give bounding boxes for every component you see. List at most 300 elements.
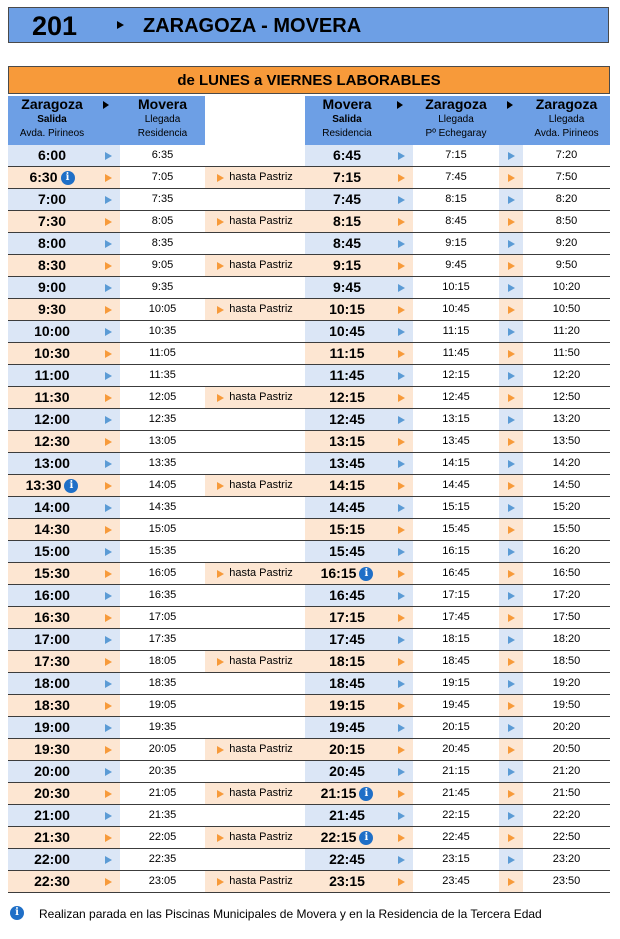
pastriz-note — [205, 541, 305, 562]
arrow-right-icon — [105, 152, 112, 160]
arrow-cell — [96, 871, 120, 892]
zaragoza-departure — [8, 585, 96, 606]
echegaray-arrival: 17:15 — [413, 585, 499, 606]
movera-arrival: 14:05 — [120, 475, 205, 496]
time-value: 16:00 — [34, 587, 70, 603]
pirineos-arrival: 7:50 — [523, 167, 610, 188]
movera-arrival: 16:05 — [120, 563, 205, 584]
movera-departure — [305, 805, 389, 826]
arrow-right-icon — [105, 812, 112, 820]
arrow-cell — [96, 409, 120, 430]
arrow-right-icon — [397, 101, 403, 109]
arrow-cell — [389, 475, 413, 496]
pastriz-note — [205, 211, 305, 232]
time-value: 20:15 — [329, 741, 365, 757]
zaragoza-departure — [8, 695, 96, 716]
arrow-cell — [499, 519, 523, 540]
arrow-cell — [499, 387, 523, 408]
arrow-cell — [499, 827, 523, 848]
movera-departure — [305, 607, 389, 628]
arrow-cell — [389, 607, 413, 628]
echegaray-arrival: 8:45 — [413, 211, 499, 232]
arrow-cell — [389, 145, 413, 166]
pastriz-note — [205, 475, 305, 496]
arrow-cell — [499, 783, 523, 804]
arrow-right-icon — [508, 196, 515, 204]
table-row — [8, 497, 610, 519]
col-title: Movera — [137, 96, 188, 112]
time-value: 10:30 — [34, 345, 70, 361]
zaragoza-departure — [8, 717, 96, 738]
movera-arrival: 7:35 — [120, 189, 205, 210]
zaragoza-departure — [8, 277, 96, 298]
time-value: 16:45 — [329, 587, 365, 603]
time-value: 11:00 — [34, 367, 70, 383]
arrow-right-icon — [105, 658, 112, 666]
table-row — [8, 871, 610, 893]
pastriz-note — [205, 673, 305, 694]
movera-departure — [305, 563, 389, 584]
arrow-cell — [96, 849, 120, 870]
pastriz-note — [205, 167, 305, 188]
pastriz-label: hasta Pastriz — [229, 479, 293, 491]
movera-arrival: 6:35 — [120, 145, 205, 166]
arrow-right-icon — [217, 658, 224, 666]
arrow-cell — [96, 629, 120, 650]
movera-departure — [305, 453, 389, 474]
arrow-cell — [389, 717, 413, 738]
movera-arrival: 20:05 — [120, 739, 205, 760]
movera-departure — [305, 211, 389, 232]
arrow-right-icon — [398, 152, 405, 160]
arrow-right-icon — [105, 768, 112, 776]
pastriz-label: hasta Pastriz — [229, 391, 293, 403]
echegaray-arrival: 21:45 — [413, 783, 499, 804]
pastriz-note — [205, 343, 305, 364]
arrow-right-icon — [105, 856, 112, 864]
time-value: 21:00 — [34, 807, 70, 823]
table-row — [8, 783, 610, 805]
movera-departure — [305, 343, 389, 364]
zaragoza-departure — [8, 497, 96, 518]
arrow-right-icon — [217, 262, 224, 270]
zaragoza-departure — [8, 849, 96, 870]
arrow-cell — [96, 233, 120, 254]
info-icon: i — [359, 787, 373, 801]
arrow-cell — [96, 167, 120, 188]
arrow-cell — [389, 585, 413, 606]
arrow-cell — [389, 695, 413, 716]
pirineos-arrival: 22:20 — [523, 805, 610, 826]
arrow-cell — [96, 717, 120, 738]
arrow-right-icon — [508, 812, 515, 820]
arrow-cell — [96, 145, 120, 166]
col-header-zaragoza-pirineos — [523, 96, 610, 145]
table-row — [8, 167, 610, 189]
movera-arrival: 10:05 — [120, 299, 205, 320]
footnote — [10, 904, 610, 924]
arrow-cell — [389, 541, 413, 562]
pastriz-note — [205, 695, 305, 716]
table-row — [8, 189, 610, 211]
timetable — [8, 145, 610, 893]
arrow-right-icon — [217, 482, 224, 490]
time-value: 7:00 — [37, 191, 67, 207]
zaragoza-departure — [8, 805, 96, 826]
time-value: 9:00 — [37, 279, 67, 295]
col-title: Movera — [322, 96, 372, 112]
movera-departure — [305, 519, 389, 540]
time-value: 19:30 — [34, 741, 70, 757]
arrow-cell — [389, 321, 413, 342]
arrow-cell — [96, 453, 120, 474]
col-title: Zaragoza — [21, 96, 83, 112]
pirineos-arrival: 17:50 — [523, 607, 610, 628]
table-row — [8, 431, 610, 453]
zaragoza-departure — [8, 475, 96, 496]
arrow-cell — [499, 189, 523, 210]
time-value: 13:45 — [329, 455, 365, 471]
echegaray-arrival: 18:45 — [413, 651, 499, 672]
movera-arrival: 8:05 — [120, 211, 205, 232]
table-row — [8, 827, 610, 849]
echegaray-arrival: 7:45 — [413, 167, 499, 188]
arrow-right-icon — [508, 218, 515, 226]
arrow-cell — [389, 519, 413, 540]
arrow-right-icon — [398, 372, 405, 380]
zaragoza-departure — [8, 409, 96, 430]
pirineos-arrival: 15:50 — [523, 519, 610, 540]
arrow-right-icon — [105, 460, 112, 468]
echegaray-arrival: 12:45 — [413, 387, 499, 408]
arrow-right-icon — [508, 636, 515, 644]
arrow-cell — [389, 431, 413, 452]
time-value: 23:15 — [329, 873, 365, 889]
table-row — [8, 299, 610, 321]
col-header-movera-llegada — [120, 96, 205, 145]
time-value: 20:00 — [34, 763, 70, 779]
zaragoza-departure — [8, 827, 96, 848]
col-title: Zaragoza — [425, 96, 487, 112]
echegaray-arrival: 9:15 — [413, 233, 499, 254]
pirineos-arrival: 8:50 — [523, 211, 610, 232]
arrow-right-icon — [508, 284, 515, 292]
movera-arrival: 17:35 — [120, 629, 205, 650]
time-value: 22:45 — [329, 851, 365, 867]
pastriz-note — [205, 497, 305, 518]
pirineos-arrival: 13:20 — [523, 409, 610, 430]
arrow-cell — [499, 211, 523, 232]
col-subtitle: Llegada — [548, 114, 585, 125]
arrow-right-icon — [508, 746, 515, 754]
col-subtitle: Llegada — [144, 114, 181, 125]
pirineos-arrival: 19:50 — [523, 695, 610, 716]
pastriz-note — [205, 431, 305, 452]
arrow-cell — [389, 453, 413, 474]
time-value: 13:15 — [329, 433, 365, 449]
pirineos-arrival: 15:20 — [523, 497, 610, 518]
arrow-cell — [499, 431, 523, 452]
arrow-right-icon — [398, 614, 405, 622]
arrow-right-icon — [105, 636, 112, 644]
pirineos-arrival: 9:20 — [523, 233, 610, 254]
arrow-cell — [499, 321, 523, 342]
arrow-right-icon — [508, 328, 515, 336]
arrow-cell — [499, 673, 523, 694]
arrow-right-icon — [508, 680, 515, 688]
arrow-right-icon — [217, 174, 224, 182]
pirineos-arrival: 18:50 — [523, 651, 610, 672]
echegaray-arrival: 8:15 — [413, 189, 499, 210]
pastriz-note — [205, 145, 305, 166]
zaragoza-departure — [8, 607, 96, 628]
time-value: 15:00 — [34, 543, 70, 559]
pastriz-note — [205, 629, 305, 650]
arrow-right-icon — [105, 306, 112, 314]
arrow-cell — [389, 365, 413, 386]
zaragoza-departure — [8, 167, 96, 188]
movera-arrival: 14:35 — [120, 497, 205, 518]
pirineos-arrival: 21:20 — [523, 761, 610, 782]
table-row — [8, 365, 610, 387]
info-icon: i — [64, 479, 78, 493]
route-name: ZARAGOZA - MOVERA — [143, 15, 362, 37]
zaragoza-departure — [8, 541, 96, 562]
time-value: 14:30 — [34, 521, 70, 537]
info-icon: i — [359, 567, 373, 581]
arrow-right-icon — [105, 438, 112, 446]
arrow-right-icon — [508, 724, 515, 732]
echegaray-arrival: 16:45 — [413, 563, 499, 584]
arrow-right-icon — [508, 174, 515, 182]
pastriz-note — [205, 761, 305, 782]
movera-arrival: 12:35 — [120, 409, 205, 430]
movera-arrival: 11:35 — [120, 365, 205, 386]
echegaray-arrival: 13:45 — [413, 431, 499, 452]
movera-arrival: 20:35 — [120, 761, 205, 782]
arrow-cell — [389, 497, 413, 518]
movera-arrival: 18:35 — [120, 673, 205, 694]
pastriz-label: hasta Pastriz — [229, 259, 293, 271]
pirineos-arrival: 22:50 — [523, 827, 610, 848]
arrow-cell — [96, 387, 120, 408]
echegaray-arrival: 23:15 — [413, 849, 499, 870]
zaragoza-departure — [8, 629, 96, 650]
echegaray-arrival: 15:15 — [413, 497, 499, 518]
arrow-right-icon — [105, 526, 112, 534]
pastriz-note — [205, 849, 305, 870]
arrow-right-icon — [508, 372, 515, 380]
pastriz-note — [205, 871, 305, 892]
arrow-right-icon — [398, 812, 405, 820]
arrow-cell — [389, 189, 413, 210]
time-value: 10:15 — [329, 301, 365, 317]
movera-arrival: 21:05 — [120, 783, 205, 804]
arrow-right-icon — [398, 460, 405, 468]
arrow-right-icon — [105, 394, 112, 402]
time-value: 11:15 — [329, 345, 365, 361]
movera-arrival: 18:05 — [120, 651, 205, 672]
arrow-cell — [96, 365, 120, 386]
arrow-right-icon — [217, 306, 224, 314]
arrow-cell — [499, 167, 523, 188]
arrow-cell — [96, 827, 120, 848]
echegaray-arrival: 18:15 — [413, 629, 499, 650]
time-value: 20:30 — [34, 785, 70, 801]
time-value: 8:30 — [37, 257, 67, 273]
arrow-right-icon — [105, 328, 112, 336]
time-value: 13:30 — [25, 477, 62, 493]
pirineos-arrival: 9:50 — [523, 255, 610, 276]
pastriz-note — [205, 255, 305, 276]
col-stop: Residencia — [137, 128, 188, 139]
table-row — [8, 849, 610, 871]
pastriz-note — [205, 739, 305, 760]
time-value: 21:30 — [34, 829, 70, 845]
zaragoza-departure — [8, 453, 96, 474]
movera-departure — [305, 409, 389, 430]
zaragoza-departure — [8, 211, 96, 232]
zaragoza-departure — [8, 761, 96, 782]
arrow-right-icon — [105, 834, 112, 842]
movera-arrival: 21:35 — [120, 805, 205, 826]
arrow-right-icon — [398, 284, 405, 292]
arrow-right-icon — [217, 878, 224, 886]
time-value: 9:45 — [332, 279, 362, 295]
arrow-cell — [96, 563, 120, 584]
pirineos-arrival: 14:20 — [523, 453, 610, 474]
table-row — [8, 805, 610, 827]
movera-departure — [305, 233, 389, 254]
arrow-right-icon — [217, 570, 224, 578]
table-row — [8, 343, 610, 365]
arrow-cell — [499, 849, 523, 870]
pirineos-arrival: 13:50 — [523, 431, 610, 452]
table-row — [8, 541, 610, 563]
pastriz-note — [205, 827, 305, 848]
pastriz-note — [205, 387, 305, 408]
arrow-right-icon — [217, 746, 224, 754]
arrow-cell — [499, 607, 523, 628]
arrow-right-icon — [508, 394, 515, 402]
col-title: Zaragoza — [535, 96, 598, 112]
table-row — [8, 563, 610, 585]
time-value: 22:00 — [34, 851, 70, 867]
pastriz-note — [205, 783, 305, 804]
time-value: 19:00 — [34, 719, 70, 735]
movera-departure — [305, 739, 389, 760]
time-value: 10:00 — [34, 323, 70, 339]
echegaray-arrival: 16:15 — [413, 541, 499, 562]
time-value: 17:30 — [34, 653, 70, 669]
arrow-right-icon — [508, 834, 515, 842]
footnote-text: Realizan parada en las Piscinas Municipales de Movera y en la Residencia de la Tercera Edad — [39, 907, 542, 921]
arrow-right-icon — [508, 878, 515, 886]
zaragoza-departure — [8, 739, 96, 760]
echegaray-arrival: 10:45 — [413, 299, 499, 320]
arrow-cell — [499, 629, 523, 650]
time-value: 9:30 — [37, 301, 67, 317]
pastriz-note — [205, 189, 305, 210]
time-value: 19:45 — [329, 719, 365, 735]
time-value: 6:30 — [29, 169, 58, 185]
arrow-cell — [389, 871, 413, 892]
zaragoza-departure — [8, 145, 96, 166]
arrow-cell — [499, 475, 523, 496]
pirineos-arrival: 17:20 — [523, 585, 610, 606]
table-row — [8, 585, 610, 607]
table-row — [8, 145, 610, 167]
arrow-cell — [499, 739, 523, 760]
arrow-cell — [499, 233, 523, 254]
table-row — [8, 255, 610, 277]
arrow-right-icon — [508, 504, 515, 512]
time-value: 13:00 — [34, 455, 70, 471]
pastriz-note — [205, 651, 305, 672]
arrow-right-icon — [105, 174, 112, 182]
arrow-right-icon — [398, 834, 405, 842]
arrow-right-icon — [105, 240, 112, 248]
arrow-cell — [96, 761, 120, 782]
info-icon: i — [10, 906, 24, 920]
route-header — [8, 7, 609, 43]
arrow-cell — [96, 519, 120, 540]
arrow-right-icon — [105, 350, 112, 358]
arrow-cell — [389, 211, 413, 232]
zaragoza-departure — [8, 563, 96, 584]
pirineos-arrival: 7:20 — [523, 145, 610, 166]
arrow-right-icon — [508, 350, 515, 358]
movera-departure — [305, 673, 389, 694]
movera-departure — [305, 871, 389, 892]
pirineos-arrival: 12:20 — [523, 365, 610, 386]
pirineos-arrival: 10:20 — [523, 277, 610, 298]
arrow-cell — [96, 189, 120, 210]
movera-arrival: 13:05 — [120, 431, 205, 452]
pastriz-note — [205, 585, 305, 606]
time-value: 6:00 — [37, 147, 67, 163]
arrow-right-icon — [398, 438, 405, 446]
pirineos-arrival: 10:50 — [523, 299, 610, 320]
arrow-cell — [389, 343, 413, 364]
arrow-cell — [499, 453, 523, 474]
movera-arrival: 15:35 — [120, 541, 205, 562]
zaragoza-departure — [8, 519, 96, 540]
arrow-cell — [389, 387, 413, 408]
info-icon: i — [61, 171, 75, 185]
movera-arrival: 13:35 — [120, 453, 205, 474]
time-value: 18:30 — [34, 697, 70, 713]
arrow-cell — [96, 277, 120, 298]
arrow-cell — [499, 541, 523, 562]
pastriz-note — [205, 519, 305, 540]
arrow-right-icon — [398, 878, 405, 886]
arrow-right-icon — [508, 702, 515, 710]
echegaray-arrival: 23:45 — [413, 871, 499, 892]
movera-departure — [305, 321, 389, 342]
time-value: 15:30 — [34, 565, 70, 581]
arrow-right-icon — [105, 614, 112, 622]
echegaray-arrival: 13:15 — [413, 409, 499, 430]
col-stop: Avda. Pirineos — [534, 128, 599, 139]
arrow-right-icon — [508, 790, 515, 798]
arrow-cell — [389, 783, 413, 804]
time-value: 14:00 — [34, 499, 70, 515]
movera-arrival: 12:05 — [120, 387, 205, 408]
zaragoza-departure — [8, 365, 96, 386]
time-value: 12:30 — [34, 433, 70, 449]
arrow-cell — [389, 299, 413, 320]
